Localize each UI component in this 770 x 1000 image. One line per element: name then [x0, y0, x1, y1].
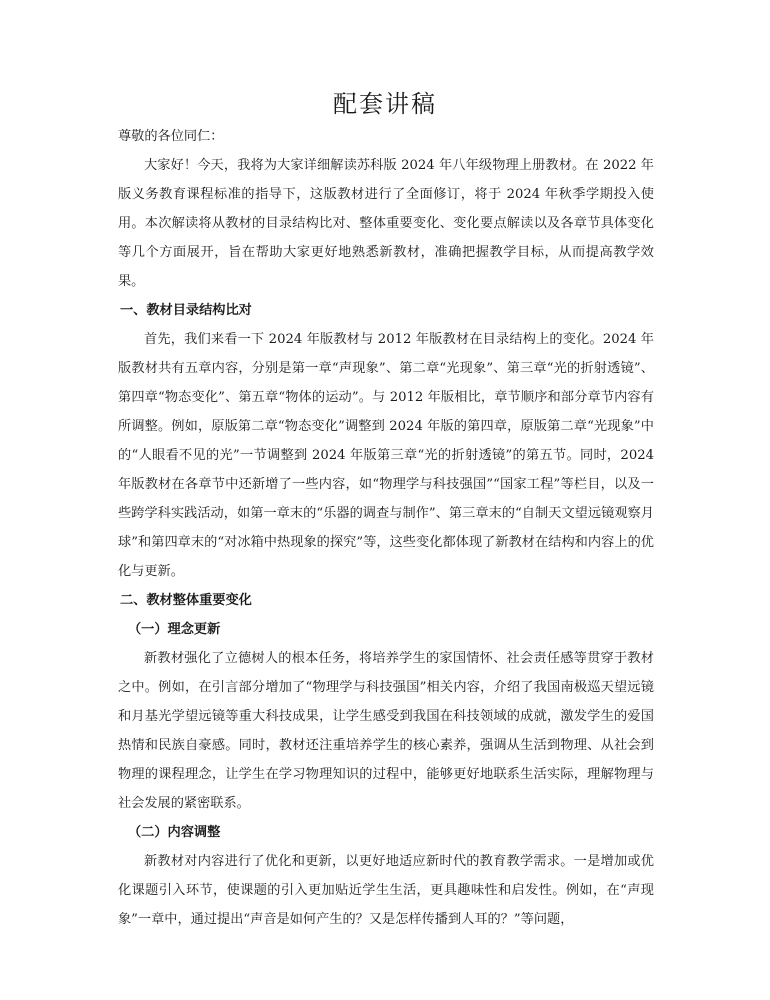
subsection-heading-1: （一）理念更新	[128, 622, 221, 637]
section-1-paragraph: 首先，我们来看一下 2024 年版教材与 2012 年版教材在目录结构上的变化。2024 年版教材共有五章内容，分别是第一章“声现象”、第二章“光现象”、第三章“光的折射透镜”、第四章“物态变化”、第五章“物体的运动”。与 2012 年版相比，章节顺序和部分章节内容有所调整。例如，原版第二章“物态变化”调整到 2024 年版的第四章，原版第二章“光现象”中的“人眼看不见的光”一节调整到 2024 年版第三章“光的折射透镜”的第五节。同时，2024 年版教材在各章节中还新增了一些内容，如“物理学与科技强国”“国家工程”等栏目，以及一些跨学科实践活动，如第一章末的“乐器的调查与制作”、第三章末的“自制天文望远镜观察月球”和第四章末的“对冰箱中热现象的探究”等，这些变化都体现了新教材在结构和内容上的优化与更新。	[118, 332, 654, 579]
section-heading-2: 二、教材整体重要变化	[120, 593, 252, 608]
subsection-1-paragraph: 新教材强化了立德树人的根本任务，将培养学生的家国情怀、社会责任感等贯穿于教材之中。例如，在引言部分增加了“物理学与科技强国”相关内容，介绍了我国南极巡天望远镜和月基光学望远镜等重大科技成果，让学生感受到我国在科技领域的成就，激发学生的爱国热情和民族自豪感。同时，教材还注重培养学生的核心素养，强调从生活到物理、从社会到物理的课程理念，让学生在学习物理知识的过程中，能够更好地联系生活实际，理解物理与社会发展的紧密联系。	[118, 651, 654, 811]
subsection-2-paragraph: 新教材对内容进行了优化和更新，以更好地适应新时代的教育教学需求。一是增加或优化课题引入环节，使课题的引入更加贴近学生生活，更具趣味性和启发性。例如，在“声现象”一章中，通过提出“声音是如何产生的？又是怎样传播到人耳的？”等问题，	[118, 854, 654, 927]
document-body	[118, 122, 654, 934]
section-heading-1: 一、教材目录结构比对	[120, 303, 252, 318]
salutation: 尊敬的各位同仁：	[118, 129, 224, 144]
page-title: 配套讲稿	[333, 90, 437, 118]
subsection-heading-2: （二）内容调整	[128, 825, 221, 840]
intro-paragraph: 大家好！今天，我将为大家详细解读苏科版 2024 年八年级物理上册教材。在 2022 年版义务教育课程标准的指导下，这版教材进行了全面修订，将于 2024 年秋季学期投入使用。本次解读将从教材的目录结构比对、整体重要变化、变化要点解读以及各章节具体变化等几个方面展开，旨在帮助大家更好地熟悉新教材，准确把握教学目标，从而提高教学效果。	[118, 158, 654, 289]
